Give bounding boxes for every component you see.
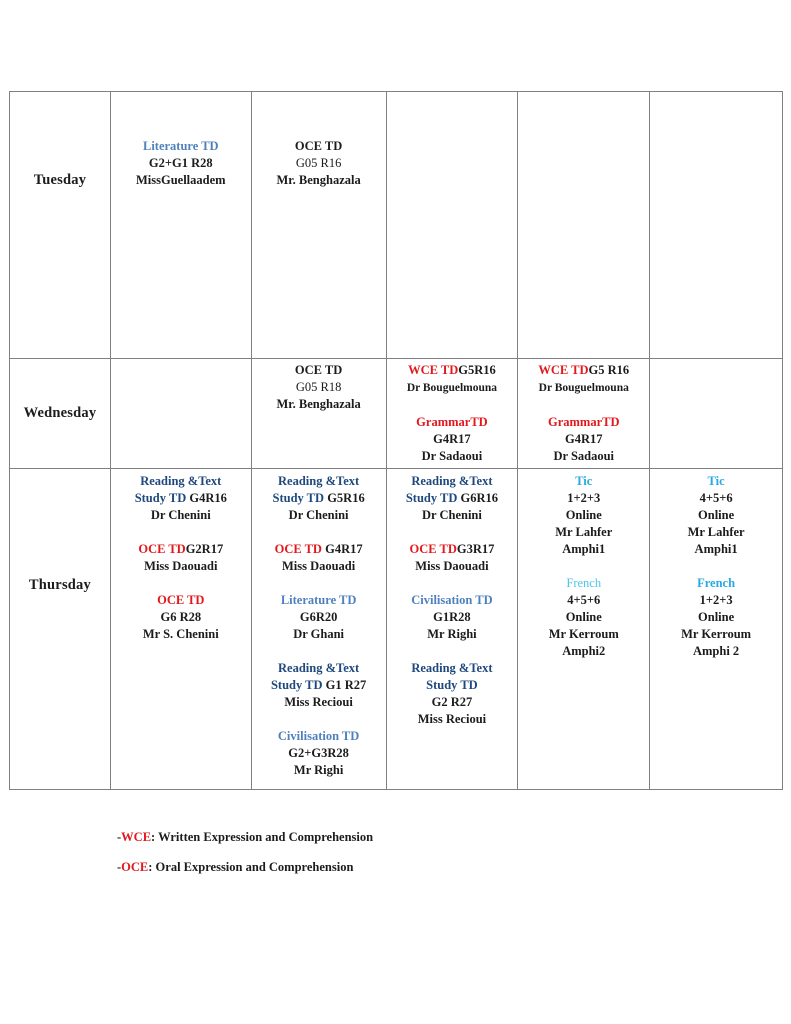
day-label-wednesday: Wednesday bbox=[23, 405, 97, 421]
course-line-text: Miss Recioui bbox=[417, 712, 487, 726]
course-line-text: GrammarTD bbox=[548, 415, 620, 429]
course-line-text: G05 R18 bbox=[295, 380, 342, 394]
course-line-text: Study TD bbox=[426, 678, 478, 692]
course-line bbox=[111, 558, 251, 575]
course-line bbox=[650, 473, 782, 490]
course-line-text: Mr Kerroum bbox=[681, 627, 752, 641]
course-line bbox=[252, 745, 386, 762]
course-line bbox=[252, 728, 386, 745]
course-line-text: Mr S. Chenini bbox=[142, 627, 219, 641]
timetable-cell-tuesday-slot5 bbox=[650, 92, 783, 359]
timetable-row-tuesday bbox=[10, 92, 783, 359]
course-line-text: Tic bbox=[575, 474, 593, 488]
course-line-text: Mr Righi bbox=[293, 763, 344, 777]
course-line-text: Dr Sadaoui bbox=[553, 449, 615, 463]
course-line-text: Dr Chenini bbox=[288, 508, 349, 522]
course-line bbox=[518, 626, 649, 643]
course-line bbox=[518, 397, 649, 414]
course-line-text: Literature TD bbox=[280, 593, 357, 607]
course-line-text: Study TD bbox=[405, 491, 461, 505]
course-line bbox=[252, 558, 386, 575]
course-line bbox=[518, 414, 649, 431]
course-line bbox=[387, 448, 518, 465]
course-line-text: OCE TD bbox=[409, 542, 457, 556]
course-line-text: OCE TD bbox=[294, 363, 343, 377]
course-line-text: G5R16 bbox=[327, 491, 365, 505]
timetable-cell-wednesday-slot5 bbox=[650, 359, 783, 469]
course-line-text: Tic bbox=[707, 474, 725, 488]
course-line bbox=[518, 473, 649, 490]
course-line bbox=[111, 155, 251, 172]
course-line bbox=[252, 362, 386, 379]
course-line-text: Study TD bbox=[272, 491, 328, 505]
course-line bbox=[252, 172, 386, 189]
course-line bbox=[650, 609, 782, 626]
course-line bbox=[518, 524, 649, 541]
course-line bbox=[518, 507, 649, 524]
course-line bbox=[252, 541, 386, 558]
course-line bbox=[518, 575, 649, 592]
course-line bbox=[252, 626, 386, 643]
course-line-text: Miss Recioui bbox=[284, 695, 353, 709]
course-line-text: GrammarTD bbox=[416, 415, 488, 429]
course-line-text: Miss Daouadi bbox=[281, 559, 356, 573]
course-line-text: Miss Daouadi bbox=[415, 559, 489, 573]
timetable-cell-tuesday-slot1 bbox=[111, 92, 252, 359]
timetable-cell-tuesday-slot3 bbox=[387, 92, 519, 359]
timetable-cell-tuesday-slot2 bbox=[252, 92, 387, 359]
course-line-text: G1 R27 bbox=[325, 678, 367, 692]
course-line bbox=[387, 643, 518, 660]
course-line-text: Study TD bbox=[270, 678, 326, 692]
course-line-text: 1+2+3 bbox=[567, 491, 601, 505]
course-line bbox=[650, 507, 782, 524]
course-line-text: Dr Sadaoui bbox=[421, 449, 483, 463]
timetable-cell-wednesday-slot3 bbox=[387, 359, 519, 469]
course-line-text: 4+5+6 bbox=[567, 593, 601, 607]
legend-line-1-text: : Written Expression and Comprehension bbox=[151, 830, 374, 844]
course-line bbox=[518, 609, 649, 626]
course-line bbox=[252, 396, 386, 413]
course-line bbox=[111, 592, 251, 609]
course-line bbox=[111, 524, 251, 541]
course-line-text: Mr Kerroum bbox=[548, 627, 619, 641]
course-line bbox=[518, 448, 649, 465]
course-line bbox=[252, 379, 386, 396]
course-line bbox=[387, 677, 518, 694]
legend-line-1 bbox=[117, 822, 373, 852]
course-line-text: Online bbox=[698, 508, 735, 522]
course-line bbox=[111, 172, 251, 189]
course-line bbox=[387, 626, 518, 643]
course-line-text: Reading &Text bbox=[278, 661, 360, 675]
course-line-text: Miss Daouadi bbox=[144, 559, 218, 573]
legend-line-2-text: : Oral Expression and Comprehension bbox=[148, 860, 354, 874]
legend-line-1-text: - bbox=[117, 830, 122, 844]
course-line-text: MissGuellaadem bbox=[135, 173, 226, 187]
course-line bbox=[252, 609, 386, 626]
course-line bbox=[387, 558, 518, 575]
timetable-cell-thursday-slot1 bbox=[111, 469, 252, 790]
course-line bbox=[650, 524, 782, 541]
course-line bbox=[518, 490, 649, 507]
course-line bbox=[252, 592, 386, 609]
course-line-text: Online bbox=[565, 508, 602, 522]
course-line-text: Dr Bouguelmouna bbox=[406, 382, 498, 394]
course-line-text: G4R17 bbox=[433, 432, 471, 446]
course-line bbox=[111, 138, 251, 155]
timetable-cell-tuesday-slot4 bbox=[518, 92, 650, 359]
course-line bbox=[111, 626, 251, 643]
course-line bbox=[387, 541, 518, 558]
course-line-text: G5 R16 bbox=[588, 363, 630, 377]
course-line-text: G2+G3R28 bbox=[288, 746, 349, 760]
course-line bbox=[650, 575, 782, 592]
course-line-text: Reading &Text bbox=[411, 661, 493, 675]
course-line bbox=[252, 694, 386, 711]
course-line-text: G05 R16 bbox=[295, 156, 342, 170]
course-line bbox=[111, 473, 251, 490]
course-line bbox=[650, 541, 782, 558]
course-line bbox=[387, 524, 518, 541]
course-line-text: G4R17 bbox=[325, 542, 363, 556]
course-line bbox=[111, 490, 251, 507]
course-line bbox=[387, 473, 518, 490]
course-line bbox=[387, 397, 518, 414]
course-line bbox=[252, 575, 386, 592]
timetable-cell-wednesday-slot1 bbox=[111, 359, 252, 469]
legend-line-2-text: - bbox=[117, 860, 122, 874]
course-line-text: Reading &Text bbox=[411, 474, 493, 488]
timetable-cell-wednesday-slot4 bbox=[518, 359, 650, 469]
day-label-thursday: Thursday bbox=[28, 577, 91, 593]
course-line bbox=[252, 762, 386, 779]
course-line bbox=[252, 138, 386, 155]
course-line-text: OCE TD bbox=[294, 139, 343, 153]
course-line-text: WCE TD bbox=[408, 363, 459, 377]
course-line-text: 4+5+6 bbox=[699, 491, 733, 505]
course-line bbox=[387, 592, 518, 609]
course-line bbox=[387, 490, 518, 507]
course-line-text: G2 R27 bbox=[431, 695, 473, 709]
course-line-text: Amphi1 bbox=[562, 542, 606, 556]
timetable-cell-thursday-slot2 bbox=[252, 469, 387, 790]
course-line bbox=[111, 575, 251, 592]
course-line-text: OCE TD bbox=[138, 542, 186, 556]
course-line bbox=[518, 643, 649, 660]
course-line-text: G5R16 bbox=[458, 363, 496, 377]
course-line-text: OCE TD bbox=[157, 593, 205, 607]
course-line-text: Dr Chenini bbox=[150, 508, 211, 522]
timetable-row-wednesday bbox=[10, 359, 783, 469]
course-line-text: G6R20 bbox=[299, 610, 338, 624]
course-line bbox=[387, 362, 518, 379]
course-line bbox=[252, 473, 386, 490]
timetable-cell-thursday-slot5 bbox=[650, 469, 783, 790]
course-line-text: Mr Lahfer bbox=[555, 525, 613, 539]
course-line-text: Amphi1 bbox=[694, 542, 738, 556]
day-cell-thursday bbox=[10, 469, 111, 790]
timetable-cell-thursday-slot4 bbox=[518, 469, 650, 790]
course-line-text: G2R17 bbox=[185, 542, 224, 556]
course-line-text: Mr Righi bbox=[427, 627, 477, 641]
course-line-text: 1+2+3 bbox=[699, 593, 733, 607]
course-line bbox=[252, 677, 386, 694]
course-line bbox=[650, 558, 782, 575]
course-line-text: Mr Lahfer bbox=[687, 525, 745, 539]
course-line bbox=[650, 643, 782, 660]
day-cell-wednesday bbox=[10, 359, 111, 469]
course-line bbox=[111, 541, 251, 558]
course-line-text: WCE TD bbox=[538, 363, 589, 377]
course-line-text: G3R17 bbox=[456, 542, 495, 556]
course-line bbox=[387, 431, 518, 448]
course-line bbox=[111, 609, 251, 626]
course-line-text: Reading &Text bbox=[140, 474, 222, 488]
legend-line-2-text: OCE bbox=[121, 860, 149, 874]
course-line-text: Study TD bbox=[134, 491, 190, 505]
course-line bbox=[518, 362, 649, 379]
course-line bbox=[518, 379, 649, 397]
course-line-text: G4R16 bbox=[189, 491, 227, 505]
timetable-cell-thursday-slot3 bbox=[387, 469, 519, 790]
course-line-text: Literature TD bbox=[142, 139, 219, 153]
course-line-text: Online bbox=[565, 610, 602, 624]
course-line bbox=[650, 490, 782, 507]
course-line-text: Mr. Benghazala bbox=[276, 173, 361, 187]
course-line-text: Amphi2 bbox=[562, 644, 606, 658]
course-line bbox=[518, 541, 649, 558]
course-line bbox=[252, 660, 386, 677]
course-line bbox=[252, 524, 386, 541]
course-line-text: Reading &Text bbox=[278, 474, 360, 488]
course-line-text: OCE TD bbox=[274, 542, 326, 556]
legend bbox=[117, 822, 373, 882]
course-line-text: Civilisation TD bbox=[277, 729, 360, 743]
course-line-text: G4R17 bbox=[565, 432, 603, 446]
course-line bbox=[252, 711, 386, 728]
course-line bbox=[650, 626, 782, 643]
course-line-text: French bbox=[566, 576, 602, 590]
course-line bbox=[111, 507, 251, 524]
course-line bbox=[387, 507, 518, 524]
course-line-text: Mr. Benghazala bbox=[276, 397, 361, 411]
course-line bbox=[387, 660, 518, 677]
course-line bbox=[252, 507, 386, 524]
course-line bbox=[518, 558, 649, 575]
course-line-text: French bbox=[697, 576, 736, 590]
course-line bbox=[252, 643, 386, 660]
course-line bbox=[518, 431, 649, 448]
course-line-text: Amphi 2 bbox=[692, 644, 740, 658]
course-line bbox=[387, 379, 518, 397]
legend-line-2 bbox=[117, 852, 373, 882]
course-line-text: Dr Ghani bbox=[293, 627, 345, 641]
course-line bbox=[650, 592, 782, 609]
course-line-text: G6R16 bbox=[460, 491, 499, 505]
course-line bbox=[387, 609, 518, 626]
course-line bbox=[252, 490, 386, 507]
day-label-tuesday: Tuesday bbox=[33, 172, 87, 188]
course-line bbox=[387, 575, 518, 592]
timetable-cell-wednesday-slot2 bbox=[252, 359, 387, 469]
course-line bbox=[387, 694, 518, 711]
course-line-text: Online bbox=[698, 610, 735, 624]
course-line-text: Dr Chenini bbox=[422, 508, 482, 522]
course-line-text: Civilisation TD bbox=[411, 593, 493, 607]
timetable-row-thursday bbox=[10, 469, 783, 790]
course-line bbox=[387, 711, 518, 728]
timetable bbox=[9, 91, 783, 790]
course-line-text: G6 R28 bbox=[160, 610, 202, 624]
course-line-text: G2+G1 R28 bbox=[148, 156, 213, 170]
course-line bbox=[387, 414, 518, 431]
course-line-text: G1R28 bbox=[433, 610, 471, 624]
course-line-text: Dr Bouguelmouna bbox=[538, 382, 629, 394]
day-cell-tuesday bbox=[10, 92, 111, 359]
legend-line-1-text: WCE bbox=[121, 830, 152, 844]
course-line bbox=[252, 155, 386, 172]
course-line bbox=[518, 592, 649, 609]
